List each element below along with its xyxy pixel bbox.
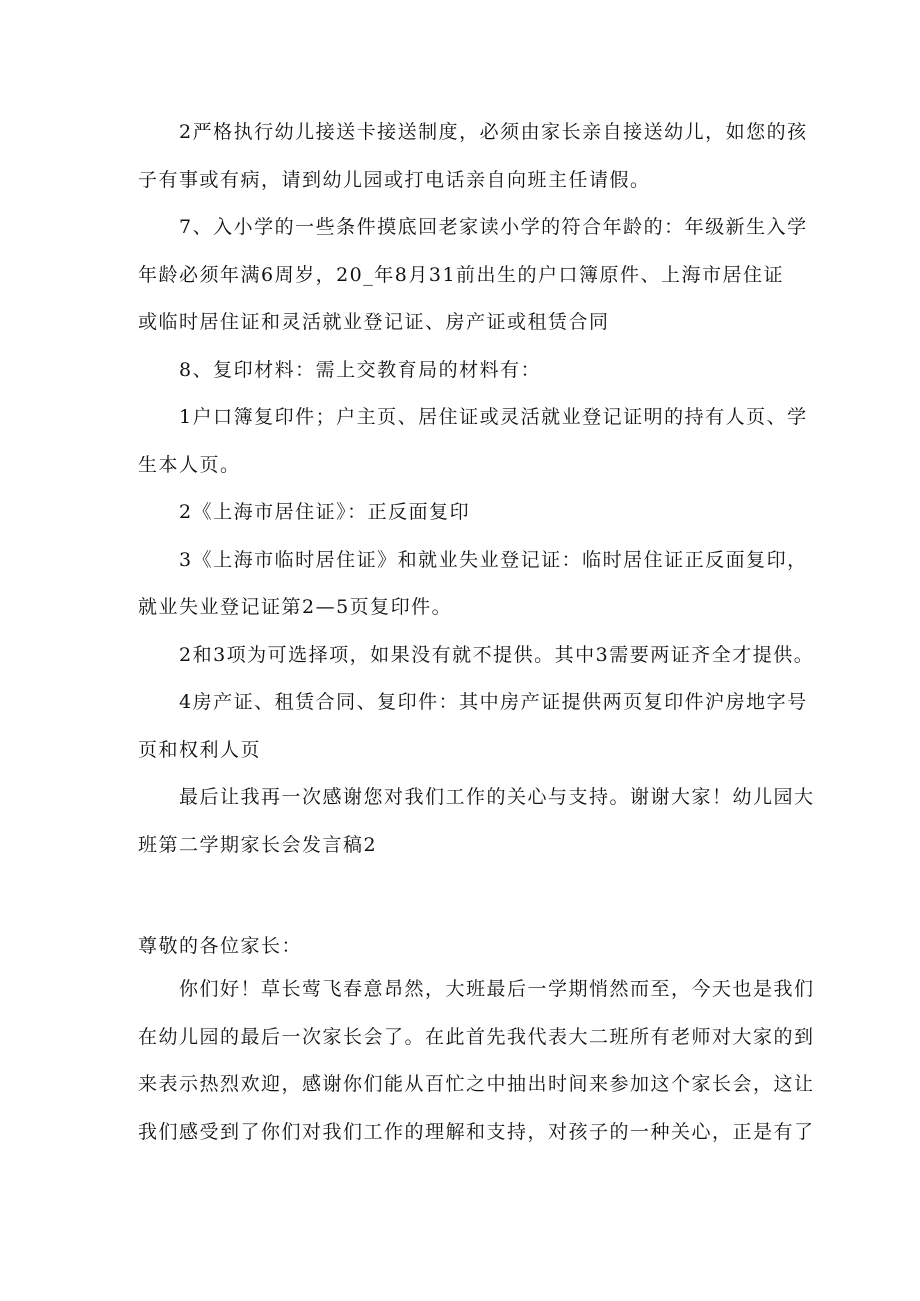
document-section-1 — [138, 109, 815, 869]
salutation-line: 尊敬的各位家长： — [138, 935, 303, 957]
paragraph-line: 或临时居住证和灵活就业登记证、房产证或租赁合同 — [138, 311, 610, 333]
paragraph-line: 班第二学期家长会发言稿2 — [138, 833, 378, 856]
paragraph-line: 最后让我再一次感谢您对我们工作的关心与支持。谢谢大家！幼儿园大 — [179, 786, 815, 808]
paragraph-line: 1户口簿复印件；户主页、居住证或灵活就业登记证明的持有人页、学 — [179, 406, 808, 428]
paragraph-line: 8、复印材料：需上交教育局的材料有： — [179, 358, 542, 381]
paragraph-line: 就业失业登记证第2—5页复印件。 — [138, 596, 453, 618]
paragraph-line: 2和3项为可选择项，如果没有就不提供。其中3需要两证齐全才提供。 — [179, 643, 815, 666]
paragraph-line: 在幼儿园的最后一次家长会了。在此首先我代表大二班所有老师对大家的到 — [138, 1025, 815, 1048]
paragraph-line: 2《上海市居住证》：正反面复印 — [179, 501, 471, 523]
paragraph-line: 你们好！草长莺飞春意昂然，大班最后一学期悄然而至，今天也是我们 — [179, 978, 815, 1000]
paragraph-line: 我们感受到了你们对我们工作的理解和支持，对孩子的一种关心，正是有了 — [138, 1120, 815, 1143]
paragraph-line: 生本人页。 — [138, 453, 241, 476]
paragraph-line: 来表示热烈欢迎，感谢你们能从百忙之中抽出时间来参加这个家长会，这让 — [138, 1073, 815, 1095]
salutation-block — [138, 923, 794, 971]
paragraph-line: 年龄必须年满6周岁，20_年8月31前出生的户口簿原件、上海市居住证 — [138, 263, 785, 286]
paragraph-line: 子有事或有病，请到幼儿园或打电话亲自向班主任请假。 — [138, 168, 651, 191]
document-section-2 — [138, 966, 815, 1156]
paragraph-line: 页和权利人页 — [138, 738, 262, 761]
paragraph-line: 2严格执行幼儿接送卡接送制度，必须由家长亲自接送幼儿，如您的孩 — [179, 121, 808, 143]
paragraph-line: 3《上海市临时居住证》和就业失业登记证：临时居住证正反面复印， — [179, 548, 808, 571]
paragraph-line: 4房产证、租赁合同、复印件：其中房产证提供两页复印件沪房地字号 — [179, 691, 808, 713]
paragraph-line: 7、入小学的一些条件摸底回老家读小学的符合年龄的：年级新生入学 — [179, 216, 808, 238]
